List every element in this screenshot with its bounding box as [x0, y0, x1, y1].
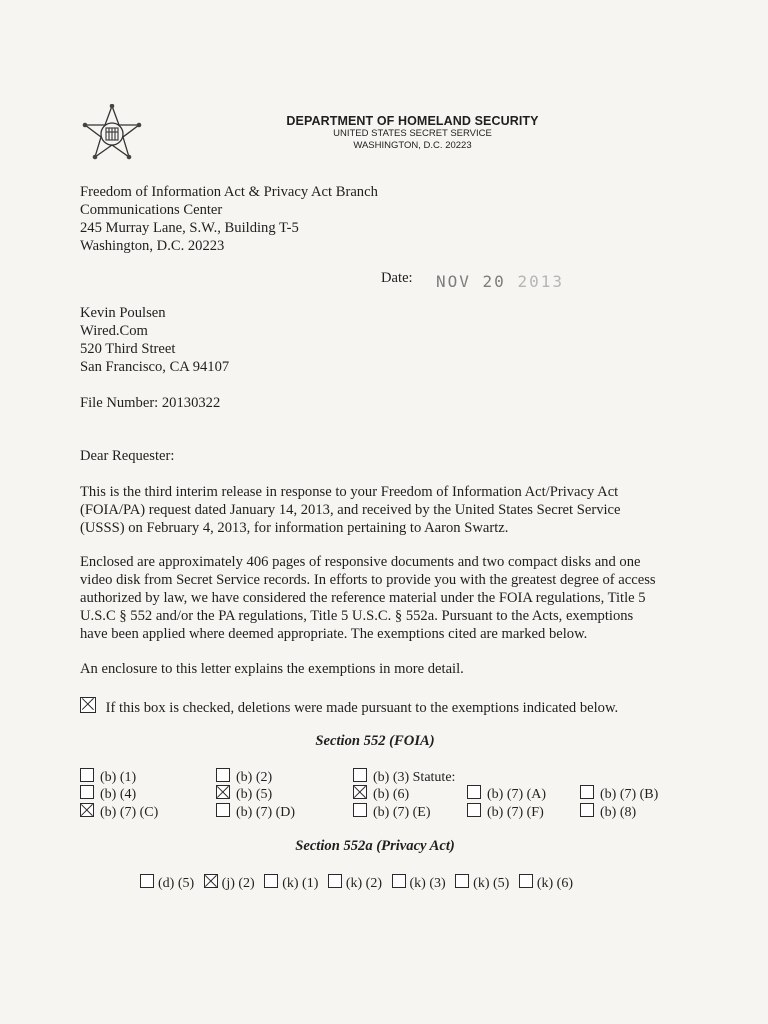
foia-option[interactable] — [216, 803, 295, 821]
option-label: (b) (7) (B) — [600, 787, 659, 802]
foia-option[interactable] — [580, 785, 658, 803]
date-stamp-month-day: NOV 20 — [436, 272, 506, 291]
recipient-line: Wired.Com — [80, 323, 148, 339]
recipient-line: San Francisco, CA 94107 — [80, 359, 230, 375]
foia-option[interactable] — [80, 803, 158, 821]
deletions-checkbox[interactable] — [80, 697, 96, 713]
checkbox[interactable] — [392, 874, 406, 888]
checkbox[interactable] — [80, 785, 94, 799]
paragraph-line: (FOIA/PA) request dated January 14, 2013, and received by the United States Secret Service — [80, 502, 621, 518]
checkbox[interactable] — [467, 803, 481, 817]
privacy-option[interactable] — [204, 876, 257, 891]
option-label: (k) (3) — [409, 876, 446, 891]
foia-option[interactable] — [467, 785, 546, 803]
option-label: (k) (2) — [345, 876, 383, 891]
foia-option[interactable] — [80, 785, 136, 803]
foia-option[interactable] — [353, 768, 455, 786]
option-label: (b) (8) — [600, 805, 637, 820]
deletions-notice-text: If this box is checked, deletions were made pursuant to the exemptions indicated below. — [105, 700, 619, 716]
option-label: (b) (1) — [100, 770, 137, 785]
checkbox-checked[interactable] — [216, 785, 230, 799]
foia-option[interactable] — [580, 803, 636, 821]
checkbox-checked[interactable] — [204, 874, 218, 888]
option-label: (b) (7) (C) — [100, 805, 159, 820]
option-label: (b) (2) — [236, 770, 273, 785]
secret-service-star-seal-icon — [82, 104, 142, 164]
privacy-option[interactable] — [455, 876, 511, 891]
paragraph-line: U.S.C § 552 and/or the PA regulations, Title 5 U.S.C. § 552a. Pursuant to the Acts, exemptions — [80, 608, 634, 624]
option-label: (b) (6) — [373, 787, 410, 802]
privacy-option[interactable] — [264, 876, 320, 891]
foia-option[interactable] — [353, 803, 431, 821]
option-label: (k) (6) — [536, 876, 573, 891]
date-label: Date: — [381, 270, 413, 286]
date-stamp — [436, 272, 564, 291]
option-label: (b) (5) — [236, 787, 273, 802]
option-label: (k) (5) — [473, 876, 510, 891]
recipient-line: Kevin Poulsen — [80, 305, 166, 321]
date-stamp-year: 2013 — [517, 272, 564, 291]
checkbox[interactable] — [264, 874, 278, 888]
salutation: Dear Requester: — [80, 448, 175, 464]
privacy-act-section-title: Section 552a (Privacy Act) — [295, 838, 455, 854]
checkbox[interactable] — [216, 803, 230, 817]
option-label: (b) (7) (A) — [487, 787, 547, 802]
foia-section-title: Section 552 (FOIA) — [315, 733, 435, 749]
foia-option[interactable] — [80, 768, 136, 786]
sender-address — [80, 183, 378, 255]
privacy-act-options — [140, 874, 579, 892]
recipient-line: 520 Third Street — [80, 341, 176, 357]
checkbox[interactable] — [328, 874, 342, 888]
option-label: (b) (7) (D) — [236, 805, 296, 820]
option-label: (d) (5) — [158, 876, 195, 891]
paragraph-enclosed — [80, 553, 680, 643]
privacy-option[interactable] — [140, 876, 196, 891]
paragraph-line: video disk from Secret Service records. In efforts to provide you with the greatest degree of access — [80, 572, 656, 588]
paragraph-line: have been applied where deemed appropriate. The exemptions cited are marked below. — [80, 626, 588, 642]
paragraph-line: This is the third interim release in response to your Freedom of Information Act/Privacy Act — [80, 484, 619, 500]
option-label: (b) (7) (E) — [373, 805, 431, 820]
checkbox[interactable] — [455, 874, 469, 888]
privacy-option[interactable] — [519, 876, 575, 891]
file-number: File Number: 20130322 — [80, 395, 221, 411]
checkbox[interactable] — [519, 874, 533, 888]
paragraph-line: An enclosure to this letter explains the exemptions in more detail. — [80, 661, 464, 677]
deletions-notice — [80, 697, 618, 716]
agency-city: WASHINGTON, D.C. 20223 — [353, 140, 472, 151]
paragraph-intro — [80, 483, 680, 537]
sender-line: 245 Murray Lane, S.W., Building T-5 — [80, 220, 299, 236]
department-name: DEPARTMENT OF HOMELAND SECURITY — [286, 114, 539, 128]
foia-option[interactable] — [216, 785, 272, 803]
recipient-address — [80, 304, 229, 376]
sender-line: Washington, D.C. 20223 — [80, 238, 225, 254]
agency-name: UNITED STATES SECRET SERVICE — [333, 128, 492, 139]
foia-option[interactable] — [467, 803, 544, 821]
checkbox[interactable] — [353, 803, 367, 817]
checkbox[interactable] — [80, 768, 94, 782]
privacy-option[interactable] — [392, 876, 448, 891]
checkbox-checked[interactable] — [353, 785, 367, 799]
paragraph-enclosure — [80, 660, 680, 678]
foia-option[interactable] — [216, 768, 272, 786]
letterhead — [250, 114, 575, 152]
checkbox[interactable] — [353, 768, 367, 782]
checkbox[interactable] — [140, 874, 154, 888]
option-label: (k) (1) — [282, 876, 319, 891]
paragraph-line: Enclosed are approximately 406 pages of responsive documents and two compact disks and one — [80, 554, 641, 570]
checkbox-checked[interactable] — [80, 803, 94, 817]
checkbox[interactable] — [580, 785, 594, 799]
checkbox[interactable] — [580, 803, 594, 817]
option-label: (j) (2) — [221, 876, 255, 891]
paragraph-line: (USSS) on February 4, 2013, for information pertaining to Aaron Swartz. — [80, 520, 509, 536]
option-label: (b) (4) — [100, 787, 137, 802]
sender-line: Freedom of Information Act & Privacy Act Branch — [80, 184, 378, 200]
foia-option[interactable] — [353, 785, 409, 803]
sender-line: Communications Center — [80, 202, 223, 218]
checkbox[interactable] — [467, 785, 481, 799]
option-label: (b) (3) Statute: — [373, 770, 456, 785]
checkbox[interactable] — [216, 768, 230, 782]
paragraph-line: authorized by law, we have considered the reference material under the FOIA regulations, Title 5 — [80, 590, 646, 606]
option-label: (b) (7) (F) — [487, 805, 544, 820]
privacy-option[interactable] — [328, 876, 384, 891]
